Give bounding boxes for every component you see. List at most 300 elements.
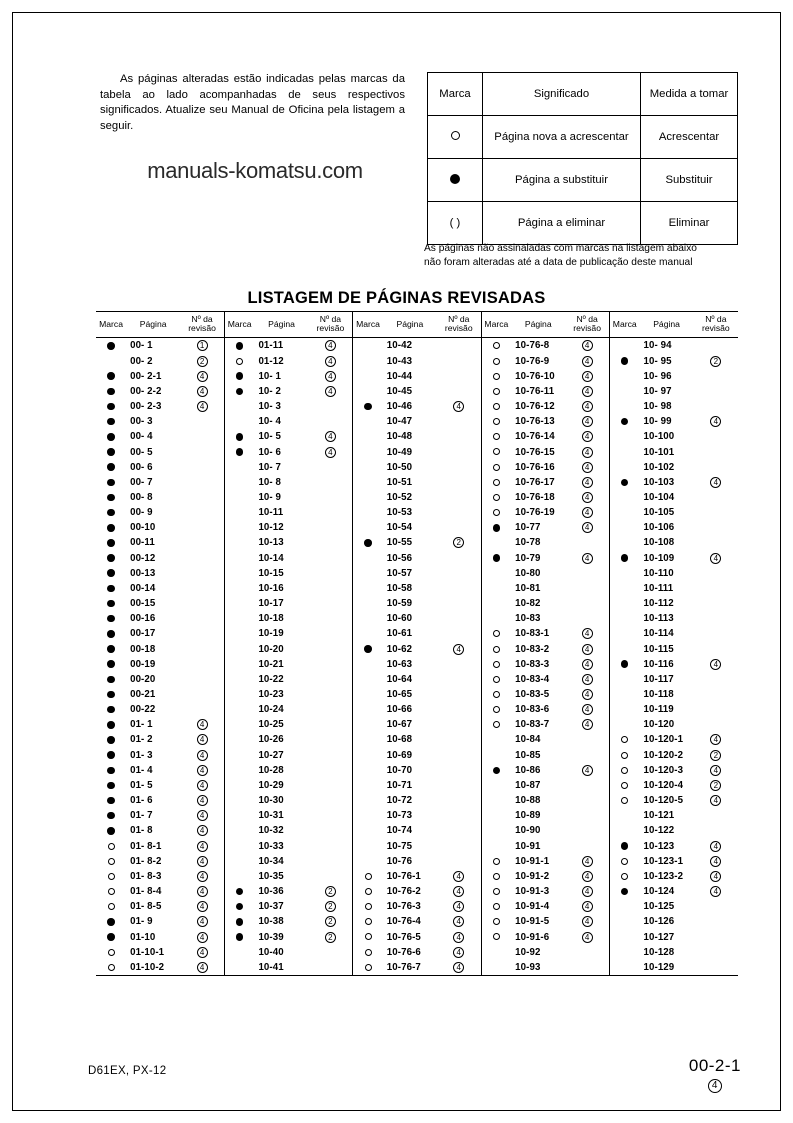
revision-number-cell xyxy=(694,763,738,778)
page-number-cell: 10-87 xyxy=(515,779,541,791)
page-number-cell: 00- 4 xyxy=(130,431,153,443)
page-mark xyxy=(96,717,126,732)
page-number-cell: 01- 5 xyxy=(130,779,153,791)
intro-paragraph: As páginas alteradas estão indicadas pelas marcas da tabela ao lado acompanhadas de seus respectivos significados. Atualize seu Manual de Oficina pela listagem a seguir. xyxy=(100,73,405,132)
page-mark xyxy=(96,520,126,535)
revision-number-cell xyxy=(565,460,609,475)
page-mark xyxy=(353,823,383,838)
page-mark xyxy=(96,778,126,793)
revision-circle-icon: 4 xyxy=(710,477,721,488)
revision-number-cell xyxy=(309,505,353,520)
table-row xyxy=(96,551,738,566)
table-row xyxy=(96,475,738,490)
circle-filled-icon xyxy=(236,388,244,396)
page-mark xyxy=(609,702,639,717)
page-number-cell: 10-83-1 xyxy=(515,628,550,640)
page-number-cell: 10-127 xyxy=(643,931,675,943)
revision-number-cell xyxy=(565,839,609,854)
revision-number-cell xyxy=(180,732,224,747)
revision-number-cell xyxy=(565,369,609,384)
page-number-cell: 10-20 xyxy=(258,643,284,655)
circle-filled-icon xyxy=(107,721,115,729)
page-mark xyxy=(609,899,639,914)
listing-body xyxy=(96,338,738,976)
revision-number-cell xyxy=(309,566,353,581)
table-row xyxy=(96,748,738,763)
revision-circle-icon: 4 xyxy=(582,401,593,412)
revision-number-cell xyxy=(437,823,481,838)
listing-header-marca-5: Marca xyxy=(609,312,639,338)
page-mark xyxy=(481,551,511,566)
page-mark xyxy=(224,642,254,657)
circle-filled-icon xyxy=(107,569,115,577)
page-number-cell: 10-62 xyxy=(386,643,413,655)
page-number-cell: 10- 94 xyxy=(643,340,672,352)
page-mark xyxy=(96,354,126,369)
table-row xyxy=(96,687,738,702)
page-number-cell: 10- 7 xyxy=(258,461,282,473)
revision-circle-icon: 4 xyxy=(582,932,593,943)
circle-open-icon xyxy=(493,418,500,425)
revision-circle-icon: 4 xyxy=(582,856,593,867)
revision-circle-icon: 4 xyxy=(197,841,208,852)
page-number-cell: 00-19 xyxy=(130,658,156,670)
page-number-cell: 10-76-19 xyxy=(515,507,555,519)
revision-number-cell xyxy=(309,899,353,914)
page-mark xyxy=(609,338,639,354)
circle-filled-icon xyxy=(364,645,372,653)
page-number-cell: 10-36 xyxy=(258,886,284,898)
revision-circle-icon: 4 xyxy=(582,553,593,564)
page-number-cell: 00- 8 xyxy=(130,491,153,503)
revision-number-cell xyxy=(437,338,481,354)
revision-number-cell xyxy=(180,338,224,354)
table-row xyxy=(96,702,738,717)
revision-number-cell xyxy=(309,581,353,596)
table-row xyxy=(96,520,738,535)
revision-number-cell xyxy=(694,399,738,414)
page-number-cell: 10-116 xyxy=(643,658,674,670)
page-number-cell: 00-22 xyxy=(130,704,156,716)
table-row xyxy=(96,839,738,854)
table-row xyxy=(96,384,738,399)
page-mark xyxy=(609,414,639,429)
revision-number-cell xyxy=(437,535,481,550)
revision-number-cell xyxy=(180,611,224,626)
page-mark xyxy=(481,793,511,808)
revision-circle-icon: 4 xyxy=(325,340,336,351)
page-mark xyxy=(609,657,639,672)
page-mark xyxy=(224,520,254,535)
page-mark xyxy=(481,414,511,429)
page-number-cell: 10-83 xyxy=(515,613,541,625)
table-row xyxy=(96,445,738,460)
page-mark xyxy=(481,869,511,884)
revision-number-cell xyxy=(694,672,738,687)
revision-number-cell xyxy=(694,945,738,960)
revision-number-cell xyxy=(437,702,481,717)
table-row xyxy=(96,823,738,838)
revision-number-cell xyxy=(565,945,609,960)
circle-filled-icon xyxy=(107,812,115,820)
revision-number-cell xyxy=(180,748,224,763)
table-row xyxy=(96,672,738,687)
circle-filled-icon xyxy=(107,827,115,835)
revision-circle-icon: 4 xyxy=(582,462,593,473)
page-number-cell: 00-20 xyxy=(130,673,156,685)
circle-open-icon xyxy=(493,706,500,713)
revision-number-cell xyxy=(309,460,353,475)
revision-number-cell xyxy=(180,642,224,657)
revision-number-cell xyxy=(694,384,738,399)
page-number-cell: 10- 98 xyxy=(643,401,672,413)
page-number-cell: 10-26 xyxy=(258,734,284,746)
revision-number-cell xyxy=(437,414,481,429)
revision-circle-icon: 4 xyxy=(582,901,593,912)
page-mark xyxy=(224,748,254,763)
page-mark xyxy=(224,672,254,687)
revision-number-cell xyxy=(437,566,481,581)
revision-number-cell xyxy=(694,657,738,672)
revision-number-cell xyxy=(565,914,609,929)
page-mark xyxy=(96,551,126,566)
page-mark xyxy=(481,445,511,460)
legend-action-replace: Substituir xyxy=(641,159,738,202)
page-mark xyxy=(224,869,254,884)
circle-open-icon xyxy=(493,858,500,865)
page-number-cell: 10-16 xyxy=(258,582,284,594)
page-mark xyxy=(609,748,639,763)
page-mark xyxy=(353,945,383,960)
page-mark xyxy=(353,839,383,854)
revision-circle-icon: 4 xyxy=(582,340,593,351)
page-mark xyxy=(609,445,639,460)
revision-number-cell xyxy=(437,763,481,778)
revision-number-cell xyxy=(437,657,481,672)
circle-open-icon xyxy=(493,388,500,395)
page-mark xyxy=(353,748,383,763)
page-mark xyxy=(353,869,383,884)
page-number-cell: 10-42 xyxy=(386,340,413,352)
page-number-cell: 10-37 xyxy=(258,901,284,913)
circle-filled-icon xyxy=(107,706,115,714)
circle-open-icon xyxy=(108,873,115,880)
revision-circle-icon: 4 xyxy=(582,416,593,427)
revision-number-cell xyxy=(565,490,609,505)
circle-filled-icon xyxy=(107,479,115,487)
revision-circle-icon: 4 xyxy=(453,886,464,897)
page-number-cell: 10-125 xyxy=(643,901,675,913)
page-mark xyxy=(353,732,383,747)
page-mark xyxy=(353,626,383,641)
revision-number-cell xyxy=(565,399,609,414)
page-number-cell: 01-12 xyxy=(258,355,284,367)
revision-number-cell xyxy=(180,566,224,581)
table-row xyxy=(96,490,738,505)
page-mark xyxy=(96,884,126,899)
page-mark xyxy=(609,930,639,945)
page-mark xyxy=(353,793,383,808)
revision-number-cell xyxy=(180,702,224,717)
page-number-cell: 10-65 xyxy=(386,689,413,700)
revision-number-cell xyxy=(309,687,353,702)
revision-number-cell xyxy=(694,884,738,899)
page-number-cell: 10-119 xyxy=(643,704,674,716)
revision-number-cell xyxy=(565,505,609,520)
revision-number-cell xyxy=(309,778,353,793)
page-mark xyxy=(224,354,254,369)
circle-open-icon xyxy=(108,964,115,971)
circle-filled-icon xyxy=(236,433,244,441)
revision-number-cell xyxy=(565,596,609,611)
page-number-cell: 10-92 xyxy=(515,946,541,958)
page-mark xyxy=(353,808,383,823)
revision-number-cell xyxy=(694,445,738,460)
table-row xyxy=(96,778,738,793)
revision-number-cell xyxy=(309,869,353,884)
circle-filled-icon xyxy=(493,767,501,775)
revision-number-cell xyxy=(694,611,738,626)
page-mark xyxy=(224,945,254,960)
page-number-cell: 10-75 xyxy=(386,840,413,852)
circle-open-icon xyxy=(365,888,372,895)
circle-open-icon xyxy=(493,479,500,486)
revision-number-cell xyxy=(565,475,609,490)
page-number-cell: 10-76-1 xyxy=(386,870,421,882)
revision-number-cell xyxy=(565,748,609,763)
page-mark xyxy=(353,702,383,717)
page-number-cell: 10-115 xyxy=(643,643,674,655)
revision-number-cell xyxy=(437,384,481,399)
page-mark xyxy=(224,505,254,520)
table-row xyxy=(96,414,738,429)
page-number-cell: 10-85 xyxy=(515,749,541,761)
page-mark xyxy=(96,399,126,414)
page-mark xyxy=(609,551,639,566)
revision-circle-icon: 4 xyxy=(582,704,593,715)
revision-number-cell xyxy=(694,354,738,369)
page-mark xyxy=(609,778,639,793)
revision-number-cell xyxy=(309,808,353,823)
page-mark xyxy=(96,763,126,778)
revision-circle-icon: 4 xyxy=(582,689,593,700)
legend-mark-cell xyxy=(428,159,483,202)
circle-filled-icon xyxy=(107,660,115,668)
revision-number-cell xyxy=(694,475,738,490)
revision-number-cell xyxy=(309,839,353,854)
revision-circle-icon: 4 xyxy=(197,947,208,958)
circle-open-icon xyxy=(493,873,500,880)
page-number-cell: 01-10-1 xyxy=(130,946,165,958)
revision-number-cell xyxy=(437,717,481,732)
circle-filled-icon xyxy=(621,357,629,365)
circle-open-icon xyxy=(493,646,500,653)
page-mark xyxy=(353,672,383,687)
page-mark xyxy=(96,914,126,929)
page-mark xyxy=(224,596,254,611)
circle-open-icon xyxy=(108,858,115,865)
circle-filled-icon xyxy=(107,403,115,411)
page-mark xyxy=(481,596,511,611)
circle-open-icon xyxy=(621,767,628,774)
page-number-cell: 00- 6 xyxy=(130,461,153,473)
page-number-cell: 00- 2-3 xyxy=(130,401,162,413)
page-mark xyxy=(353,490,383,505)
table-row xyxy=(96,914,738,929)
page-number-cell: 01- 7 xyxy=(130,810,153,822)
revision-circle-icon: 2 xyxy=(710,750,721,761)
page-number-cell: 10-86 xyxy=(515,764,541,776)
revision-number-cell xyxy=(694,429,738,444)
page-number-cell: 10-17 xyxy=(258,598,284,610)
revision-circle-icon: 4 xyxy=(582,886,593,897)
revision-number-cell xyxy=(309,535,353,550)
revision-number-cell xyxy=(180,429,224,444)
revision-circle-icon: 4 xyxy=(582,492,593,503)
circle-open-icon xyxy=(493,888,500,895)
page-mark xyxy=(353,414,383,429)
page-number-cell: 01- 1 xyxy=(130,719,153,731)
revision-number-cell xyxy=(694,369,738,384)
page-mark xyxy=(481,399,511,414)
revision-number-cell xyxy=(437,626,481,641)
page-number-cell: 10- 3 xyxy=(258,401,282,413)
legend-meaning-remove: Página a eliminar xyxy=(483,202,641,245)
page-mark xyxy=(224,445,254,460)
page-number-cell: 10-58 xyxy=(386,582,413,594)
page-mark xyxy=(224,914,254,929)
listing-header-pagina-1: Página xyxy=(139,318,167,329)
page-mark xyxy=(96,460,126,475)
circle-filled-icon xyxy=(107,342,115,350)
revision-circle-icon: 4 xyxy=(453,932,464,943)
revision-circle-icon: 2 xyxy=(710,780,721,791)
revision-number-cell xyxy=(180,460,224,475)
revision-number-cell xyxy=(565,884,609,899)
page-number-cell: 10-76-12 xyxy=(515,401,555,413)
page-mark xyxy=(224,899,254,914)
revision-number-cell xyxy=(309,369,353,384)
page-number-cell: 10- 5 xyxy=(258,431,282,443)
page-number-cell: 10- 95 xyxy=(643,355,672,367)
revision-number-cell xyxy=(309,702,353,717)
revision-number-cell xyxy=(565,717,609,732)
page-mark xyxy=(224,460,254,475)
revision-number-cell xyxy=(437,505,481,520)
page-number-cell: 10-83-5 xyxy=(515,689,550,700)
page-number-cell: 10-60 xyxy=(386,613,413,625)
revision-circle-icon: 4 xyxy=(325,356,336,367)
revision-circle-icon: 4 xyxy=(325,371,336,382)
circle-filled-icon xyxy=(493,554,501,562)
revision-number-cell xyxy=(437,687,481,702)
page-number-cell: 10-91-5 xyxy=(515,916,550,928)
revision-number-cell xyxy=(565,960,609,976)
page-mark xyxy=(224,414,254,429)
page-mark xyxy=(224,535,254,550)
revision-number-cell xyxy=(565,687,609,702)
page-mark xyxy=(481,520,511,535)
page-mark xyxy=(353,899,383,914)
revision-number-cell xyxy=(180,930,224,945)
revision-number-cell xyxy=(180,717,224,732)
page-mark xyxy=(96,338,126,354)
page-number-cell: 10-57 xyxy=(386,567,413,579)
revision-number-cell xyxy=(694,520,738,535)
page-mark xyxy=(224,717,254,732)
page-mark xyxy=(96,445,126,460)
footer-model: D61EX, PX-12 xyxy=(88,1065,167,1077)
page-number-cell: 10-70 xyxy=(386,764,413,776)
revision-circle-icon: 4 xyxy=(582,522,593,533)
page-mark xyxy=(353,960,383,976)
listing-header-revisao-4: Nº da revisão xyxy=(573,314,601,334)
page-mark xyxy=(96,626,126,641)
page-mark xyxy=(481,505,511,520)
revision-number-cell xyxy=(309,520,353,535)
page-mark xyxy=(96,611,126,626)
circle-open-icon xyxy=(365,949,372,956)
revision-number-cell xyxy=(180,839,224,854)
page-mark xyxy=(353,763,383,778)
revision-number-cell xyxy=(437,960,481,976)
page-mark xyxy=(353,657,383,672)
page-mark xyxy=(353,338,383,354)
revision-circle-icon: 2 xyxy=(325,901,336,912)
page-mark xyxy=(353,460,383,475)
circle-open-icon xyxy=(365,918,372,925)
revision-number-cell xyxy=(437,520,481,535)
page-number-cell: 10-56 xyxy=(386,552,413,564)
footer-page-block xyxy=(689,1056,741,1093)
revision-number-cell xyxy=(437,869,481,884)
page-mark xyxy=(96,808,126,823)
circle-open-icon xyxy=(493,918,500,925)
page-number-cell: 10-12 xyxy=(258,522,284,534)
footer-revision xyxy=(689,1077,741,1093)
revision-number-cell xyxy=(309,551,353,566)
page-number-cell: 10-47 xyxy=(386,416,413,428)
revision-number-cell xyxy=(437,808,481,823)
page-number-cell: 10-50 xyxy=(386,461,413,473)
page-number-cell: 01- 8-2 xyxy=(130,855,162,867)
page-mark xyxy=(353,642,383,657)
page-number-cell: 10-91-6 xyxy=(515,931,550,943)
page-mark xyxy=(224,475,254,490)
page-number-cell: 01- 8-3 xyxy=(130,870,162,882)
revision-circle-icon: 4 xyxy=(197,962,208,973)
page-mark xyxy=(224,839,254,854)
page-mark xyxy=(224,581,254,596)
page-number-cell: 10-69 xyxy=(386,749,413,761)
page-number-cell: 10-91-1 xyxy=(515,855,550,867)
page-number-cell: 10-83-4 xyxy=(515,673,550,685)
page-number-cell: 10-11 xyxy=(258,507,284,519)
circle-open-icon xyxy=(365,964,372,971)
page-number-cell: 10-55 xyxy=(386,537,413,549)
page-number-cell: 10-121 xyxy=(643,810,675,822)
revision-circle-icon: 4 xyxy=(197,886,208,897)
revision-circle-icon: 4 xyxy=(197,810,208,821)
revision-number-cell xyxy=(437,581,481,596)
page-mark xyxy=(96,839,126,854)
listing-header-marca-1: Marca xyxy=(99,318,123,329)
revision-number-cell xyxy=(694,839,738,854)
revision-number-cell xyxy=(309,354,353,369)
page-mark xyxy=(481,657,511,672)
page-number-cell: 10-120-1 xyxy=(643,734,684,746)
page-number-cell: 10-76-3 xyxy=(386,901,421,913)
